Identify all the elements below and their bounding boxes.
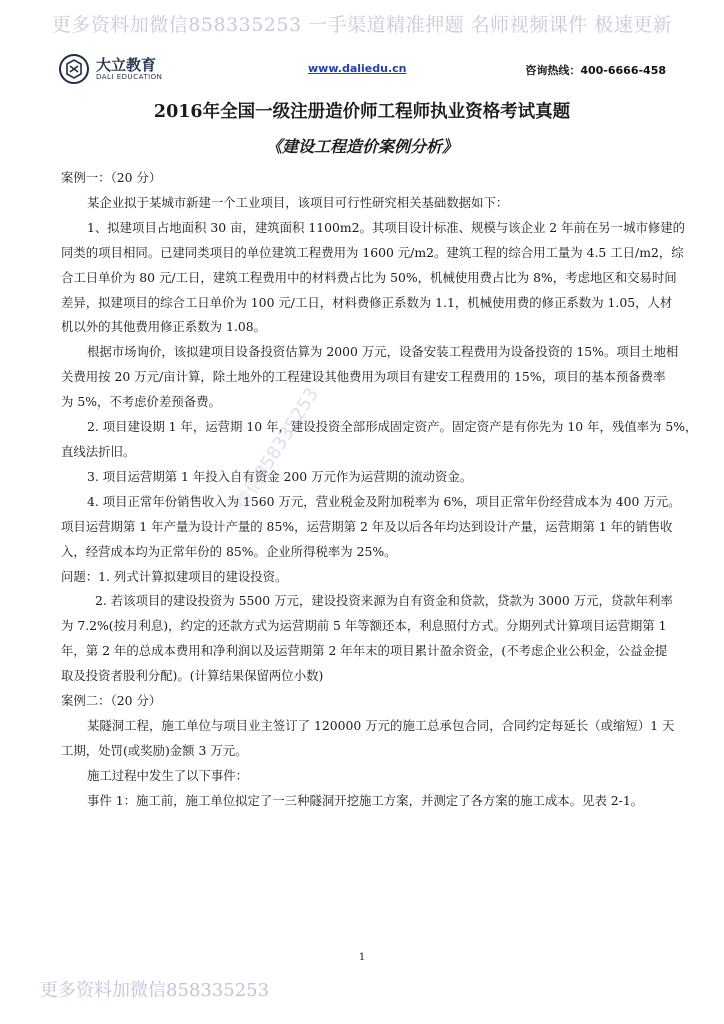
brand-name: 大立教育 [96, 56, 157, 74]
hotline-text: 咨询热线：400-6666-458 [525, 64, 666, 77]
body-line: 施工过程中发生了以下事件： [87, 767, 249, 783]
body-line: 为 5%，不考虑价差预备费。 [61, 394, 221, 410]
body-line: 3. 项目运营期第 1 年投入自有资金 200 万元作为运营期的流动资金。 [87, 468, 473, 484]
body-line: 4. 项目正常年份销售收入为 1560 万元，营业税金及附加税率为 6%，项目正常年份经营成本为 400 万元。 [87, 493, 681, 509]
brand-subtitle: DALI EDUCATION [96, 73, 163, 81]
body-line: 年，第 2 年的总成本费用和净利润以及运营期第 2 年年末的项目累计盈余资金，(不考虑企业公积金，公益金提 [61, 643, 668, 659]
document-body [61, 166, 698, 814]
page-number: 1 [358, 952, 366, 963]
diagonal-watermark: 微信858335253 [231, 384, 323, 514]
section-heading: 案例二：（20 分） [61, 693, 162, 709]
section-heading: 案例一：（20 分） [61, 170, 162, 185]
body-line: 2. 项目建设期 1 年，运营期 10 年，建设投资全部形成固定资产。固定资产是有你先为 10 年，残值率为 5%， [87, 419, 698, 435]
body-line: 差异，拟建项目的综合工日单价为 100 元/工日，材料费修正系数为 1.1，机械使用费的修正系数为 1.05，人材 [61, 294, 673, 310]
body-line: 事件 1：施工前，施工单位拟定了一三种隧洞开挖施工方案，并测定了各方案的施工成本。见表 2-1。 [87, 792, 644, 808]
bottom-watermark: 更多资料加微信858335253 [40, 980, 270, 1001]
body-line: 根据市场询价，该拟建项目设备投资估算为 2000 万元，设备安装工程费用为设备投资的 15%。项目土地相 [87, 344, 679, 360]
body-line: 入，经营成本均为正常年份的 85%。企业所得税率为 25%。 [61, 543, 397, 559]
dali-logo-icon [58, 53, 90, 85]
document-title: 2016年全国一级注册造价师工程师执业资格考试真题 [153, 102, 571, 122]
body-line: 项目运营期第 1 年产量为设计产量的 85%，运营期第 2 年及以后各年均达到设计产量，运营期第 1 年的销售收 [61, 518, 673, 534]
website-link[interactable]: www.daliedu.cn [308, 62, 407, 75]
document-subtitle: 《建设工程造价案例分析》 [265, 137, 458, 156]
body-line: 工期，处罚(或奖励)金额 3 万元。 [61, 742, 248, 758]
page-header [58, 53, 666, 87]
question-line: 问题：1. 列式计算拟建项目的建设投资。 [61, 568, 288, 584]
body-line: 某隧洞工程，施工单位与项目业主签订了 120000 万元的施工总承包合同，合同约定每延长（或缩短）1 天 [87, 717, 675, 733]
top-watermark: 更多资料加微信858335253 一手渠道精准押题 名师视频课件 极速更新 [51, 14, 673, 36]
body-line: 1、拟建项目占地面积 30 亩，建筑面积 1100m2。其项目设计标准、规模与该企业 2 年前在另一城市修建的 [87, 219, 686, 235]
body-line: 取及投资者股利分配)。(计算结果保留两位小数) [61, 668, 324, 684]
body-line: 为 7.2%(按月利息)，约定的还款方式为运营期前 5 年等额还本，利息照付方式。分期列式计算项目运营期第 1 [61, 618, 667, 634]
body-line: 同类的项目相同。已建同类项目的单位建筑工程费用为 1600 元/m2。建筑工程的综合用工量为 4.5 工日/m2，综 [61, 244, 684, 260]
body-line: 直线法折旧。 [61, 443, 136, 459]
body-line: 某企业拟于某城市新建一个工业项目，该项目可行性研究相关基础数据如下： [87, 194, 509, 210]
body-line: 机以外的其他费用修正系数为 1.08。 [61, 319, 266, 335]
question-line: 2. 若该项目的建设投资为 5500 万元，建设投资来源为自有资金和贷款，贷款为 3000 万元，贷款年利率 [95, 593, 673, 609]
body-line: 合工日单价为 80 元/工日，建筑工程费用中的材料费占比为 50%，机械使用费占比为 8%，考虑地区和交易时间 [61, 269, 677, 285]
body-line: 关费用按 20 万元/亩计算，除土地外的工程建设其他费用为项目有建安工程费用的 15%，项目的基本预备费率 [61, 369, 666, 385]
